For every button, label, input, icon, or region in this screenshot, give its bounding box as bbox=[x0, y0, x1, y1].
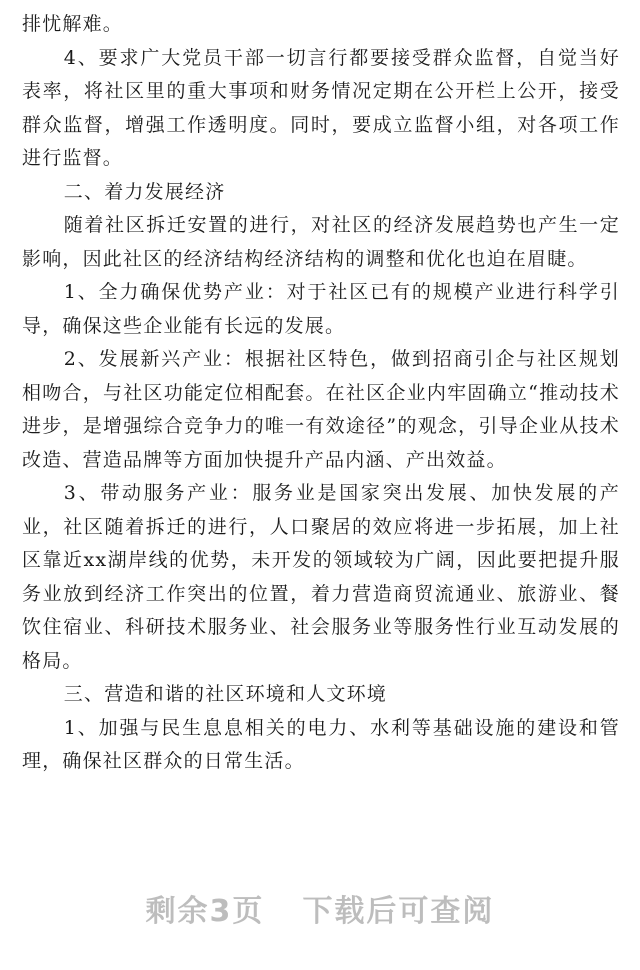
download-hint-label: 下载后可查阅 bbox=[302, 894, 495, 929]
document-body bbox=[22, 8, 620, 779]
paragraph: 4、要求广大党员干部一切言行都要接受群众监督，自觉当好表率，将社区里的重大事项和财务情况定期在公开栏上公开，接受群众监督，增强工作透明度。同时，要成立监督小组，对各项工作进行监督。 bbox=[22, 46, 620, 169]
remaining-pages-label: 剩余3页 bbox=[145, 894, 265, 929]
paragraph: 排忧解难。 bbox=[22, 13, 124, 35]
paragraph: 1、全力确保优势产业：对于社区已有的规模产业进行科学引导，确保这些企业能有长远的发展。 bbox=[22, 281, 620, 337]
paragraph: 3、带动服务产业：服务业是国家突出发展、加快发展的产业，社区随着拆迁的进行，人口聚居的效应将进一步拓展，加上社区靠近xx湖岸线的优势，未开发的领域较为广阔，因此要把提升服务业放到经济工作突出的位置，着力营造商贸流通业、旅游业、餐饮住宿业、科研技术服务业、社会服务业等服务性行业互动发展的格局。 bbox=[22, 482, 620, 672]
download-footer[interactable] bbox=[0, 886, 640, 930]
section-heading: 二、着力发展经济 bbox=[63, 180, 226, 203]
paragraph: 随着社区拆迁安置的进行，对社区的经济发展趋势也产生一定影响，因此社区的经济结构经济结构的调整和优化也迫在眉睫。 bbox=[22, 214, 620, 270]
paragraph: 1、加强与民生息息相关的电力、水利等基础设施的建设和管理，确保社区群众的日常生活。 bbox=[22, 716, 620, 772]
paragraph: 2、发展新兴产业：根据社区特色，做到招商引企与社区规划相吻合，与社区功能定位相配套。在社区企业内牢固确立“推动技术进步，是增强综合竞争力的唯一有效途径”的观念，引导企业从技术改造、营造品牌等方面加快提升产品内涵、产出效益。 bbox=[22, 348, 620, 471]
section-heading: 三、营造和谐的社区环境和人文环境 bbox=[63, 683, 387, 705]
